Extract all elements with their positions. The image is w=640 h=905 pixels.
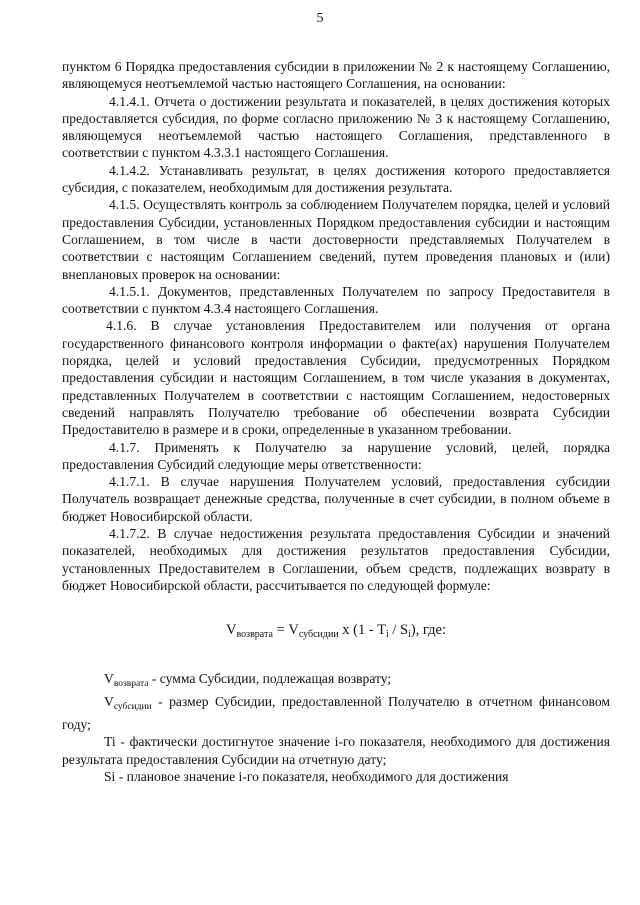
definition-si (62, 768, 610, 785)
formula-equals: = (272, 622, 289, 639)
definition-symbol: V (104, 670, 114, 686)
definition-text: - сумма Субсидии, подлежащая возврату; (148, 670, 392, 686)
formula-v-refund-subscript: возврата (236, 629, 273, 641)
definition-ti (62, 733, 610, 768)
formula-v-subsidy-subscript: субсидии (298, 629, 339, 641)
formula-s-subscript: i (408, 629, 411, 641)
paragraph-4-1-5-1: 4.1.5.1. Документов, представленных Получателем по запросу Предоставителя в соответствии с пунктом 4.3.4 настоящего Соглашения. (62, 283, 610, 317)
refund-formula (62, 622, 610, 643)
page-number: 5 (316, 11, 324, 26)
definition-text: - фактически достигнутое значение i-го показателя, необходимого для достижения результата предоставления Субсидии на отчетную дату; (62, 734, 610, 767)
paragraph-4-1-4-2: 4.1.4.2. Устанавливать результат, в целях достижения которого предоставляется субсидия, с показателем, необходимым для достижения результата. (62, 162, 610, 196)
paragraph-4-1-7-2: 4.1.7.2. В случае недостижения результата предоставления Субсидии и значений показателей, необходимых для достижения результатов предоставления Субсидии, установленных Предоставителем в Соглашении, объем средств, подлежащих возврату в бюджет Новосибирской области, рассчитывается по следующей формуле: (62, 526, 610, 593)
definition-text: - размер Субсидии, предоставленной Получателю в отчетном финансовом году; (62, 693, 610, 733)
definition-v-refund (62, 670, 610, 693)
formula-t-subscript: i (385, 629, 389, 641)
document-body (62, 58, 610, 785)
formula-part-a: x (1 - T (338, 622, 386, 639)
definition-symbol: Ti (104, 734, 116, 750)
paragraph-4-1-4-1: 4.1.4.1. Отчета о достижении результата и показателей, в целях достижения которых предоставляется субсидия, по форме согласно приложению № 3 к настоящему Соглашению, являющемуся неотъемлемой частью настоящего Соглашения, представленного в соответствии с пунктом 4.3.3.1 настоящего Соглашения. (62, 93, 610, 161)
definition-subscript: возврата (113, 678, 149, 689)
definition-subscript: субсидии (113, 701, 152, 712)
paragraph-4-1-6: 4.1.6. В случае установления Предоставителем или получения от органа государственного финансового контроля информации о факте(ах) нарушения Получателем порядка, целей и условий предоставления Субсидии, предусмотренных Порядком предоставления субсидии и настоящим Соглашением, в том числе указания в документах, представленных Получателем в соответствии с настоящим Соглашением, недостоверных сведений направлять Получателю требование об обеспечении возврата Субсидии Предоставителю в размере и в сроки, определенные в указанном требовании. (62, 318, 610, 438)
formula-v-subsidy: V (288, 622, 299, 639)
formula-part-b: / S (388, 622, 409, 639)
definition-text: - плановое значение i-го показателя, необходимого для достижения (115, 768, 509, 784)
paragraph-4-1-7-1: 4.1.7.1. В случае нарушения Получателем условий, предоставления субсидии Получатель возвращает денежные средства, полученные в счет субсидии, в полном объеме в бюджет Новосибирской области. (62, 474, 610, 524)
paragraph-4-1-5: 4.1.5. Осуществлять контроль за соблюдением Получателем порядка, целей и условий предоставления Субсидии, установленных Порядком предоставления субсидии и настоящим Соглашением, в том числе в части достоверности представляемых Получателем в соответствии с настоящим Соглашением сведений, путем проведения плановых и (или) внеплановых проверок на основании: (62, 197, 610, 282)
definition-v-subsidy (62, 693, 610, 734)
paragraph-continuation: пунктом 6 Порядка предоставления субсидии в приложении № 2 к настоящему Соглашению, являющемуся неотъемлемой частью настоящего Соглашения, на основании: (62, 59, 610, 92)
definition-symbol: Si (104, 768, 116, 784)
paragraph-4-1-7: 4.1.7. Применять к Получателю за нарушение условий, целей, порядка предоставления Субсидий следующие меры ответственности: (62, 439, 610, 472)
formula-v-refund: V (225, 622, 237, 639)
formula-part-c: ), где: (410, 622, 446, 639)
definition-symbol: V (104, 693, 114, 709)
